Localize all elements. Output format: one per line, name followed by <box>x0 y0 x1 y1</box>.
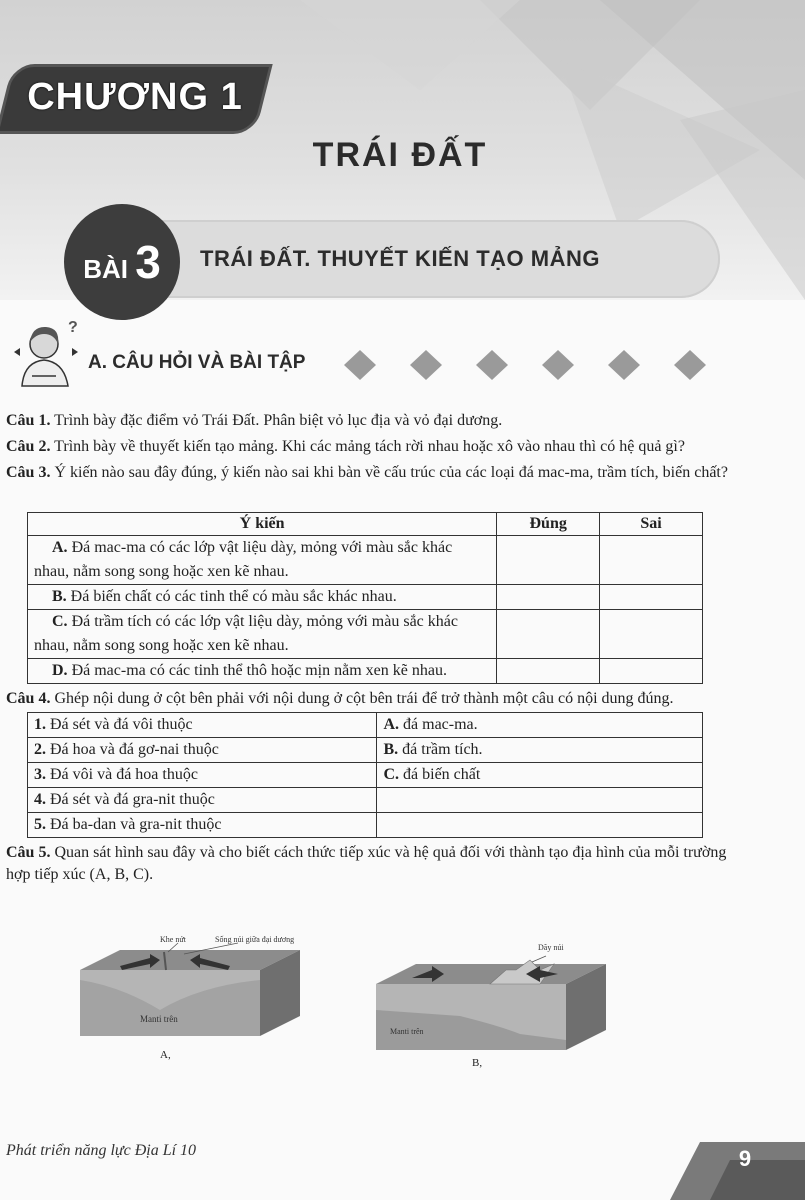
label-ridge: Sống núi giữa đại dương <box>215 935 295 944</box>
question-3-label: Câu 3. <box>6 464 51 481</box>
diagram-a <box>80 935 300 1061</box>
table-row <box>28 788 703 813</box>
left-label: 4. <box>34 791 46 808</box>
left-text: Đá hoa và đá gơ-nai thuộc <box>46 741 219 758</box>
row-text: Đá mac-ma có các tinh thể thô hoặc mịn nằm xen kẽ nhau. <box>67 662 447 679</box>
left-text: Đá ba-dan và gra-nit thuộc <box>46 816 222 833</box>
table-header-row <box>28 513 703 536</box>
matching-table <box>27 712 703 838</box>
caption-b: B, <box>472 1057 483 1069</box>
question-4 <box>6 688 752 710</box>
question-2-label: Câu 2. <box>6 438 51 455</box>
section-title: A. CÂU HỎI VÀ BÀI TẬP <box>88 352 306 373</box>
row-label: A. <box>52 539 68 556</box>
left-text: Đá sét và đá gra-nit thuộc <box>46 791 215 808</box>
answer-cell-false[interactable] <box>600 536 703 585</box>
question-1-label: Câu 1. <box>6 412 51 429</box>
left-text: Đá vôi và đá hoa thuộc <box>46 766 198 783</box>
question-1-text: Trình bày đặc điểm vỏ Trái Đất. Phân biệt vỏ lục địa và vỏ đại dương. <box>50 412 503 429</box>
table-row <box>28 713 703 738</box>
table-header-opinion: Ý kiến <box>28 513 497 536</box>
left-label: 5. <box>34 816 46 833</box>
opinion-table <box>27 512 703 684</box>
question-5-label: Câu 5. <box>6 844 51 861</box>
row-text: Đá mac-ma có các lớp vật liệu dày, mỏng với màu sắc khác nhau, nằm song song hoặc xen kẽ nhau. <box>34 539 453 580</box>
answer-cell-false[interactable] <box>600 610 703 659</box>
row-label: D. <box>52 662 68 679</box>
student-avatar-icon <box>12 316 82 392</box>
answer-cell-true[interactable] <box>497 659 600 684</box>
table-header-false: Sai <box>600 513 703 536</box>
right-label: B. <box>383 741 399 758</box>
diagram-b <box>376 943 606 1069</box>
answer-cell-false[interactable] <box>600 585 703 610</box>
row-label: B. <box>52 588 67 605</box>
table-row <box>28 763 703 788</box>
table-row <box>28 813 703 838</box>
diamond-ornament <box>340 348 720 382</box>
page-number: 9 <box>738 1146 752 1171</box>
table-row <box>28 610 703 659</box>
row-label: C. <box>52 613 68 630</box>
lesson-number: 3 <box>135 236 161 288</box>
right-text: đá trầm tích. <box>398 741 483 758</box>
left-text: Đá sét và đá vôi thuộc <box>46 716 193 733</box>
question-4-label: Câu 4. <box>6 690 51 707</box>
table-header-true: Đúng <box>497 513 600 536</box>
question-5-text: Quan sát hình sau đây và cho biết cách thức tiếp xúc và hệ quả đối với thành tạo địa hình của mỗi trường hợp tiếp xúc (A, B, C). <box>6 844 727 883</box>
table-row <box>28 536 703 585</box>
left-label: 3. <box>34 766 46 783</box>
answer-cell-true[interactable] <box>497 536 600 585</box>
right-text: đá biến chất <box>399 766 481 783</box>
footer-band <box>650 1136 805 1200</box>
right-text: đá mac-ma. <box>399 716 478 733</box>
table-row <box>28 585 703 610</box>
lesson-prefix: BÀI <box>83 254 128 284</box>
empty-cell <box>377 813 703 838</box>
label-mantle-b: Manti trên <box>390 1027 424 1036</box>
question-5 <box>6 842 752 886</box>
row-text: Đá trầm tích có các lớp vật liệu dày, mỏng với màu sắc khác nhau, nằm song song hoặc xen kẽ nhau. <box>34 613 458 654</box>
book-title: Phát triển năng lực Địa Lí 10 <box>6 1142 197 1159</box>
answer-cell-false[interactable] <box>600 659 703 684</box>
row-text: Đá biến chất có các tinh thể có màu sắc khác nhau. <box>66 588 397 605</box>
lesson-label <box>64 234 180 297</box>
right-label: A. <box>383 716 400 733</box>
question-1 <box>6 410 752 432</box>
question-3-text: Ý kiến nào sau đây đúng, ý kiến nào sai khi bàn về cấu trúc của các loại đá mac-ma, trầm tích, biến chất? <box>50 464 728 481</box>
label-mountain: Dãy núi <box>538 943 564 952</box>
answer-cell-true[interactable] <box>497 610 600 659</box>
question-4-text: Ghép nội dung ở cột bên phải với nội dung ở cột bên trái để trở thành một câu có nội dung đúng. <box>50 690 674 707</box>
empty-cell <box>377 788 703 813</box>
question-2 <box>6 436 752 458</box>
plate-boundary-figure <box>60 930 700 1080</box>
chapter-label: CHƯƠNG 1 <box>27 76 243 118</box>
question-3 <box>6 462 752 484</box>
left-label: 2. <box>34 741 46 758</box>
chapter-title: TRÁI ĐẤT <box>312 136 488 174</box>
lesson-title: TRÁI ĐẤT. THUYẾT KIẾN TẠO MẢNG <box>200 246 600 271</box>
label-rift: Khe nứt <box>160 935 186 944</box>
question-2-text: Trình bày về thuyết kiến tạo mảng. Khi các mảng tách rời nhau hoặc xô vào nhau thì có hệ quả gì? <box>50 438 685 455</box>
caption-a: A, <box>160 1049 171 1061</box>
answer-cell-true[interactable] <box>497 585 600 610</box>
right-label: C. <box>383 766 400 783</box>
table-row <box>28 738 703 763</box>
table-row <box>28 659 703 684</box>
label-mantle-a: Manti trên <box>140 1014 178 1024</box>
question-mark: ? <box>68 319 78 336</box>
left-label: 1. <box>34 716 46 733</box>
